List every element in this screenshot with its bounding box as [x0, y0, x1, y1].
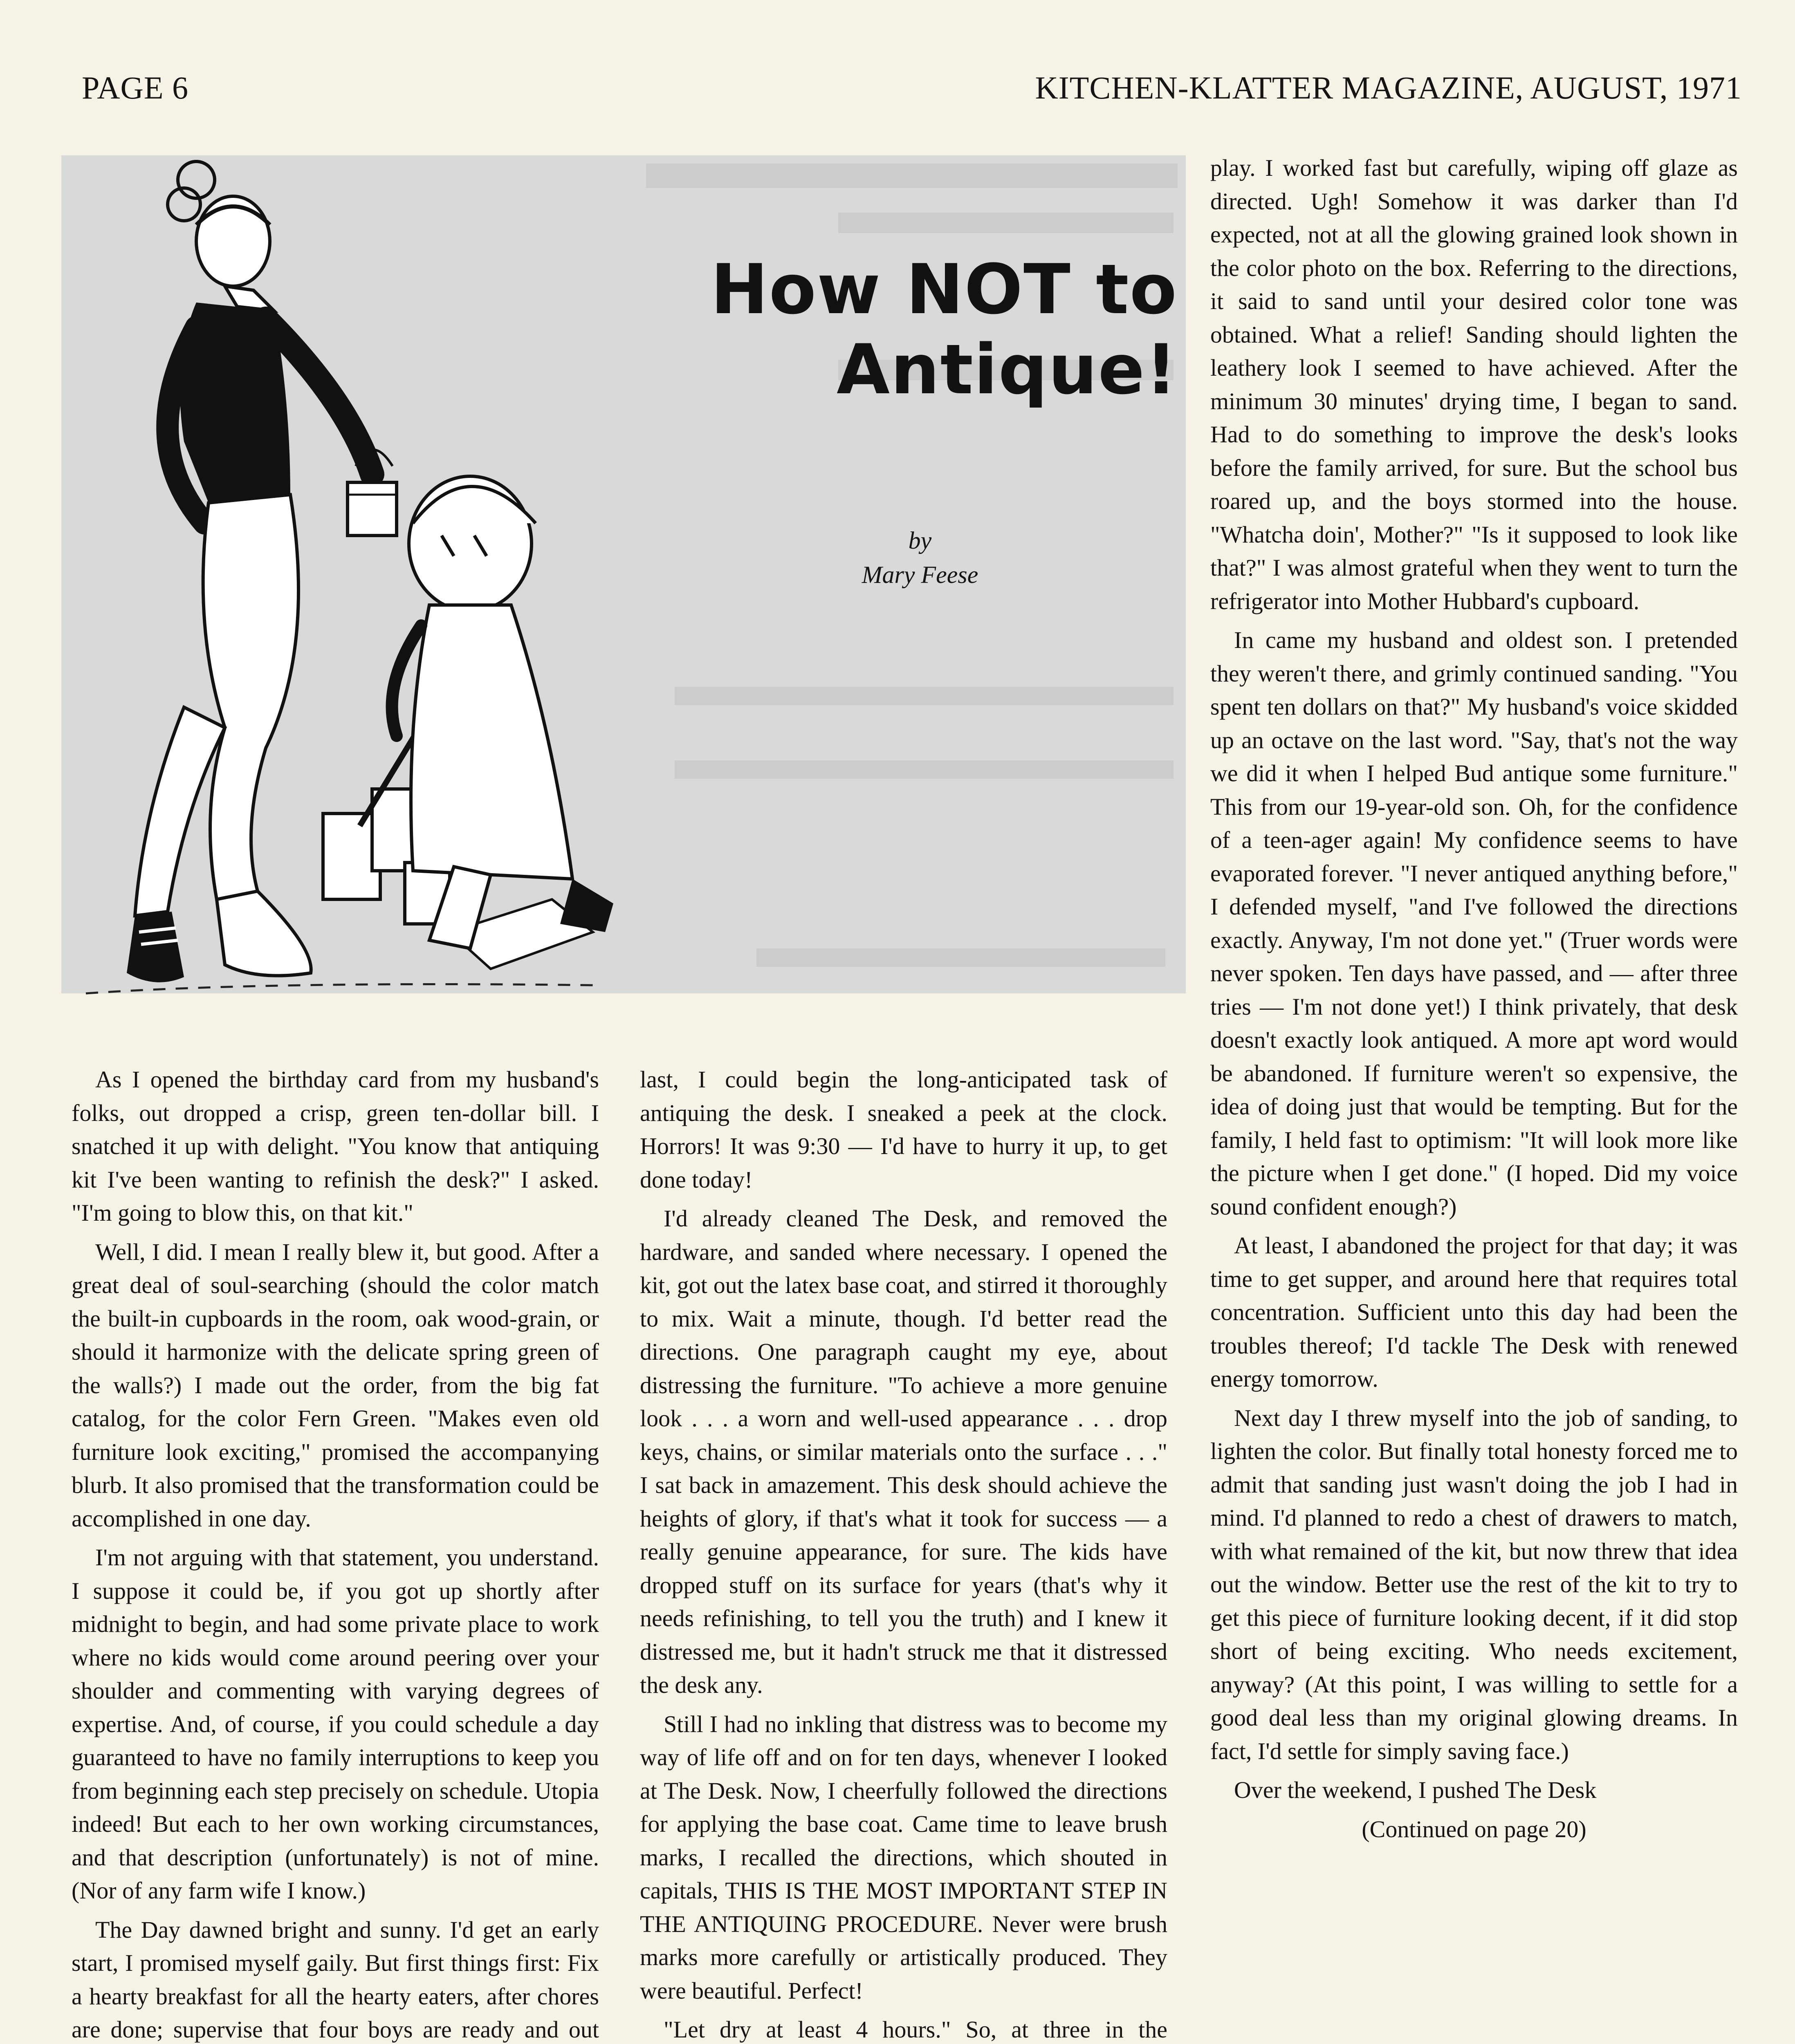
byline-author: Mary Feese	[862, 561, 978, 588]
page-header	[82, 69, 1742, 114]
article-title: How NOT to Antique!	[711, 249, 1178, 410]
paragraph: In came my husband and oldest son. I pretended they weren't there, and grimly continued sanding. "You spent ten dollars on that?" My husband's voice skidded up an octave on the last word. "Say, that's not the way we did it when I helped Bud antique some furniture." This from our 19-year-old son. Oh, for the confidence of a teen-ager again! My confidence seems to have evaporated forever. "I never antiqued anything before," I defended myself, "and I've followed the directions exactly. Anyway, I'm not done yet." (Truer words were never spoken. Ten days have passed, and — after three tries — I'm not done yet!) I think privately, that desk doesn't exactly look antiqued. A more apt word would be abandoned. If furniture weren't so expensive, the idea of doing just that would be tempting. But for the family, I held fast to optimism: "It will look more like the picture when I get done." (I hoped. Did my voice sound confident enough?)	[1210, 627, 1738, 1220]
paragraph: "Let dry at least 4 hours." So, at three in the	[664, 2016, 1167, 2043]
continued-note: (Continued on page 20)	[1362, 1815, 1586, 1842]
article-column-3	[1210, 151, 1738, 1851]
paragraph: I'm not arguing with that statement, you understand. I suppose it could be, if you got up shortly after midnight to begin, and had some private place to work where no kids would come around peering over your shoulder and commenting with varying degrees of expertise. And, of course, if you could schedule a day guaranteed to have no family interruptions to keep you from beginning each step precisely on schedule. Utopia indeed! But each to her own working circumstances, and that description (unfortunately) is not of mine. (Nor of any farm wife I know.)	[72, 1544, 599, 1904]
paragraph: The Day dawned bright and sunny. I'd get an early start, I promised myself gaily. But first things first: Fix a hearty breakfast for all the hearty eaters, after chores are done; supervise that four boys are ready and out	[72, 1916, 599, 2043]
article-column-2	[640, 1063, 1167, 2044]
paragraph: Well, I did. I mean I really blew it, but good. After a great deal of soul-searching (should the color match the built-in cupboards in the room, oak wood-grain, or should it harmonize with the delicate spring green of the walls?) I made out the order, from the big fat catalog, for the color Fern Green. "Makes even old furniture look exciting," promised the accompanying blurb. It also promised that the transformation could be accomplished in one day.	[72, 1238, 599, 1532]
paragraph: I'd already cleaned The Desk, and removed the hardware, and sanded where necessary. I opened the kit, got out the latex base coat, and stirred it thoroughly to mix. Wait a minute, though. I'd better read the directions. One paragraph caught my eye, about distressing the furniture. "To achieve a more genuine look . . . a worn and well-used appearance . . . drop keys, chains, or similar materials onto the surface . . ." I sat back in amazement. This desk should achieve the heights of glory, if that's what it took for success — a really genuine appearance, for sure. The kids have dropped stuff on its surface for years (that's why it needs refinishing, to tell you the truth) and I knew it distressed me, but it hadn't struck me that it distressed the desk any.	[640, 1205, 1167, 1698]
paragraph: play. I worked fast but carefully, wiping off glaze as directed. Ugh! Somehow it was darker than I'd expected, not at all the glowing grained look shown in the color photo on the box. Referring to the directions, it said to sand until your desired color tone was obtained. What a relief! Sanding should lighten the leathery look I seemed to have achieved. After the minimum 30 minutes' drying time, I began to sand. Had to do something to improve the desk's looks before the family arrived, for sure. But the school bus roared up, and the boys stormed into the house. "Whatcha doin', Mother?" "Is it supposed to look like that?" I was almost grateful when they went to turn the refrigerator into Mother Hubbard's cupboard.	[1210, 155, 1738, 614]
paragraph: Next day I threw myself into the job of sanding, to lighten the color. But finally total honesty forced me to admit that sanding just wasn't doing the job I had in mind. I'd planned to redo a chest of drawers to match, with what remained of the kit, but now threw that idea out the window. Better use the rest of the kit to try to get this piece of furniture looking decent, if it did stop short of being exciting. Who needs excitement, anyway? (At this point, I was willing to settle for a good deal less than my original glowing dreams. In fact, I'd settle for simply saving face.)	[1210, 1404, 1738, 1764]
paragraph: Still I had no inkling that distress was to become my way of life off and on for ten days, whenever I looked at The Desk. Now, I cheerfully followed the directions for applying the base coat. Came time to leave brush marks, I recalled the directions, which shouted in capitals, THIS IS THE MOST IMPORTANT STEP IN THE ANTIQUING PROCEDURE. Never were brush marks more carefully or artistically produced. They were beautiful. Perfect!	[640, 1710, 1167, 2004]
article-column-1	[72, 1063, 599, 2044]
page-number: PAGE 6	[82, 70, 189, 105]
paragraph: At least, I abandoned the project for that day; it was time to get supper, and around here that requires total concentration. Sufficient unto this day had been the troubles thereof; I'd tackle The Desk with renewed energy tomorrow.	[1210, 1232, 1738, 1392]
byline	[756, 523, 1084, 592]
masthead: KITCHEN-KLATTER MAGAZINE, AUGUST, 1971	[1035, 70, 1742, 105]
byline-by: by	[908, 527, 932, 554]
paragraph: last, I could begin the long-anticipated task of antiquing the desk. I sneaked a peek at the clock. Horrors! It was 9:30 — I'd have to hurry it up, to get done today!	[640, 1066, 1167, 1193]
paragraph: Over the weekend, I pushed The Desk	[1234, 1777, 1597, 1803]
article-illustration-area	[61, 155, 1186, 1022]
paragraph: As I opened the birthday card from my husband's folks, out dropped a crisp, green ten-dollar bill. I snatched it up with delight. "You know that antiquing kit I've been wanting to refinish the desk?" I asked. "I'm going to blow this, on that kit."	[72, 1066, 599, 1226]
